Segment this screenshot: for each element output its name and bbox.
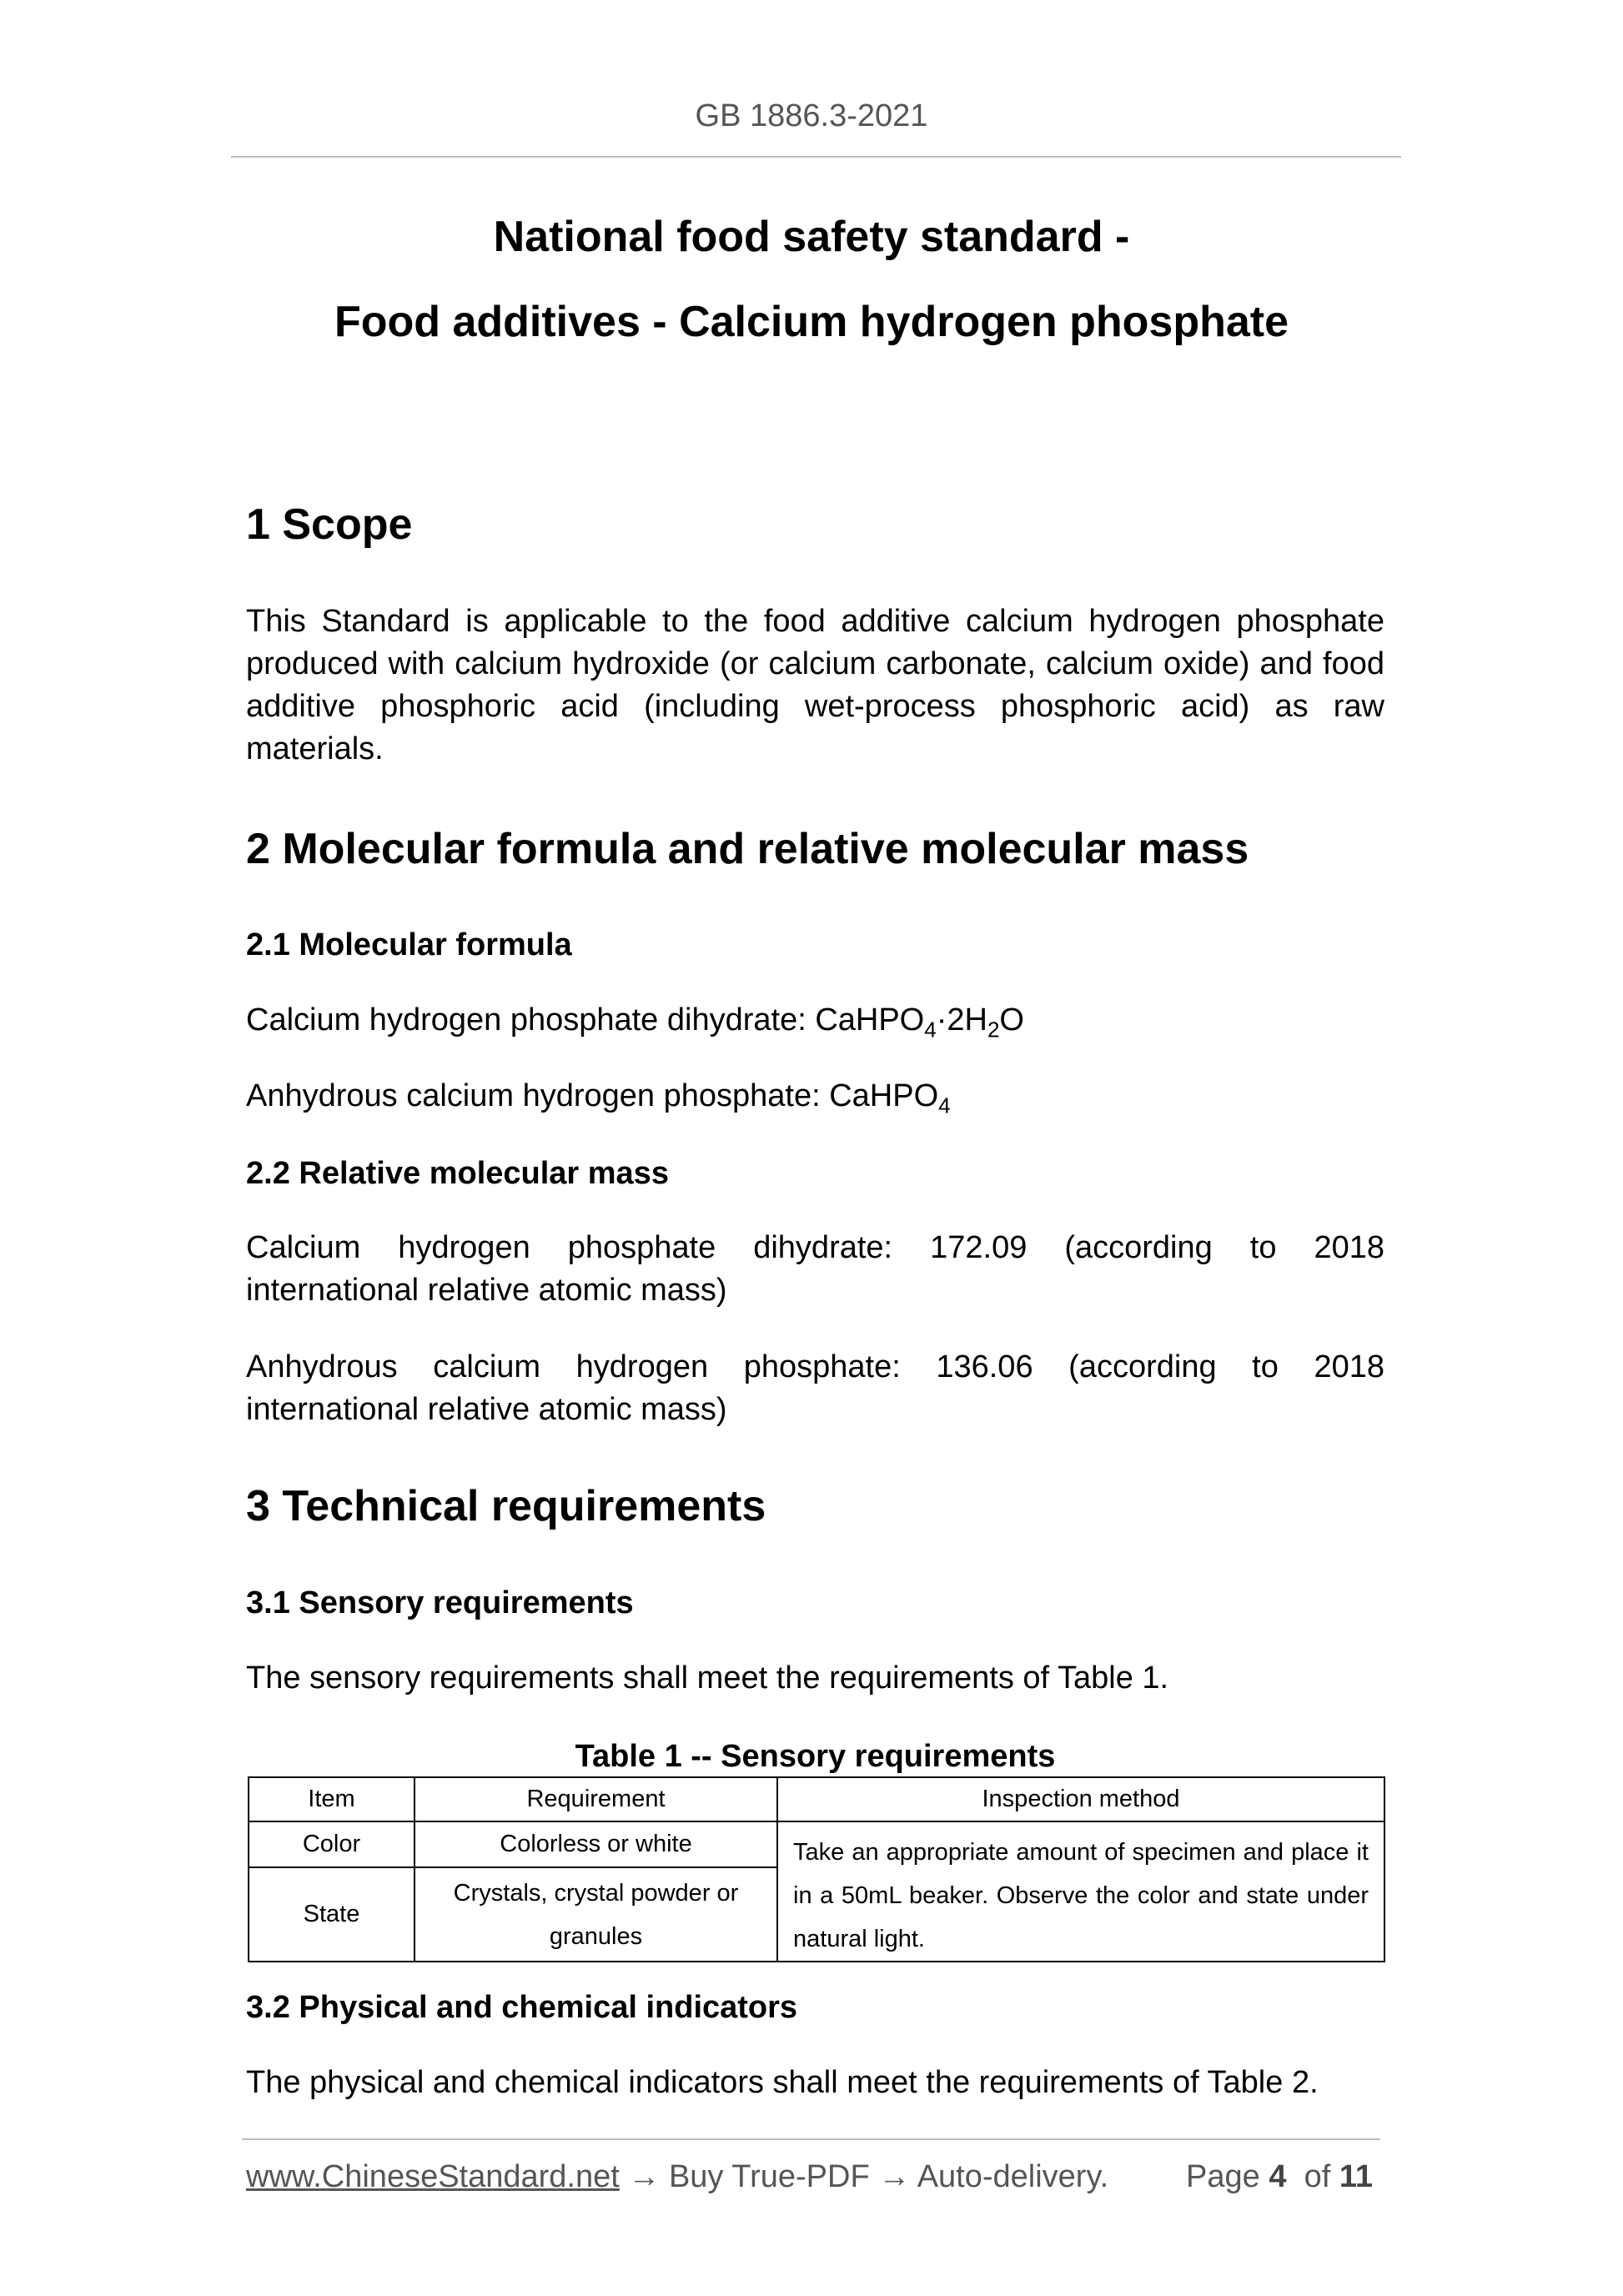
section-3-1-body: The sensory requirements shall meet the requirements of Table 1. [246,1660,1169,1696]
table-cell-inspection-method: Take an appropriate amount of specimen and place it in a 50mL beaker. Observe the color and state under natural light. [777,1821,1384,1962]
table-cell-requirement: Crystals, crystal powder or granules [415,1867,777,1962]
section-3-heading: 3 Technical requirements [246,1482,766,1530]
table-row [249,1821,1384,1867]
document-title-line1: National food safety standard - [493,213,1130,261]
table-header-item: Item [249,1777,415,1821]
current-page: 4 [1269,2159,1287,2194]
footer-promo-text: → Buy True-PDF → Auto-delivery. [619,2159,1109,2194]
header-doc-code: GB 1886.3-2021 [695,98,928,133]
formula-dihydrate: Calcium hydrogen phosphate dihydrate: $CaHPO_4\cdot 2H_2O$ [246,1002,1024,1042]
footer-page-number: Page 4 of 11 [1186,2159,1374,2194]
section-2-1-heading: 2.1 Molecular formula [246,927,572,962]
table-1-caption: Table 1 -- Sensory requirements [575,1739,1056,1774]
table-header-inspection-method: Inspection method [777,1777,1384,1821]
footer-promo [246,2159,1108,2195]
mass-dihydrate-line2: international relative atomic mass) [246,1273,727,1308]
section-3-2-heading: 3.2 Physical and chemical indicators [246,1990,798,2025]
section-1-body: This Standard is applicable to the food additive calcium hydrogen phosphate produced with calcium hydroxide (or calcium carbonate, calcium oxide) and food additive phosphoric acid (including wet-process phosphoric acid) as raw materials. [246,604,1384,766]
table-header-row [249,1777,1384,1821]
table-cell-item: Color [249,1821,415,1867]
section-2-heading: 2 Molecular formula and relative molecular mass [246,825,1249,873]
table-cell-requirement: Colorless or white [415,1821,777,1867]
footer-divider [242,2138,1380,2140]
section-3-2-body: The physical and chemical indicators shall meet the requirements of Table 2. [246,2065,1319,2100]
table-header-requirement: Requirement [415,1777,777,1821]
total-pages: 11 [1339,2159,1374,2194]
section-3-1-heading: 3.1 Sensory requirements [246,1585,634,1620]
header-divider [231,156,1401,158]
footer-website-link[interactable]: www.ChineseStandard.net [246,2159,620,2194]
document-title-line2: Food additives - Calcium hydrogen phosphate [334,298,1289,346]
table-cell-item: State [249,1867,415,1962]
mass-anhydrous-line1: Anhydrous calcium hydrogen phosphate: 136.06 (according to 2018 [246,1349,1384,1384]
section-2-2-heading: 2.2 Relative molecular mass [246,1156,669,1191]
table-1-sensory-requirements [248,1776,1385,1962]
formula-anhydrous: Anhydrous calcium hydrogen phosphate: CaHPO$_4$ [246,1078,951,1118]
mass-dihydrate-line1: Calcium hydrogen phosphate dihydrate: 172.09 (according to 2018 [246,1230,1384,1265]
mass-anhydrous-line2: international relative atomic mass) [246,1392,727,1427]
section-1-heading: 1 Scope [246,500,413,549]
